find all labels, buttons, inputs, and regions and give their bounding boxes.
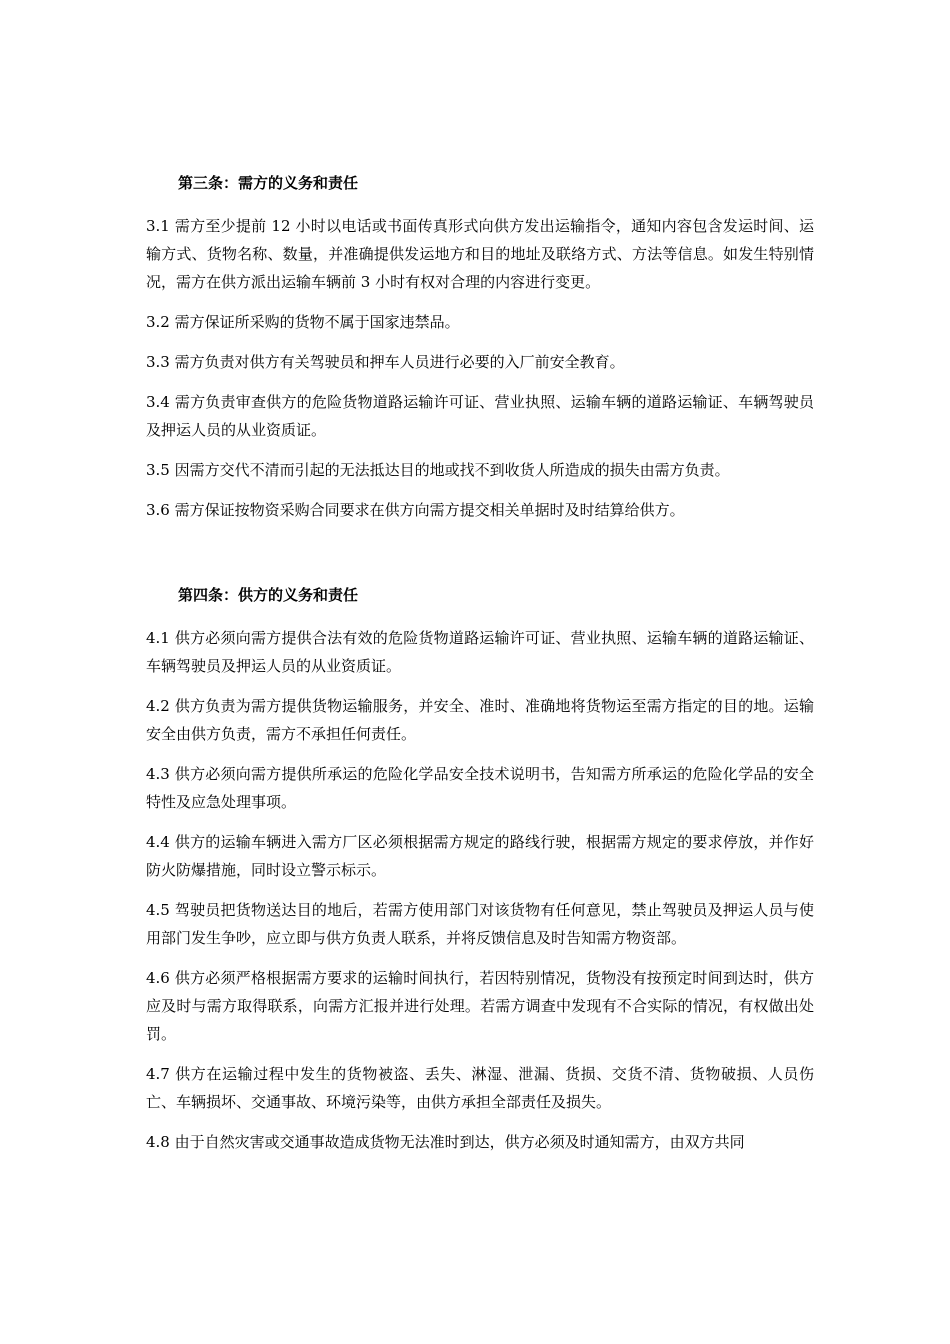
clause-4-1: 4.1 供方必须向需方提供合法有效的危险货物道路运输许可证、营业执照、运输车辆的道路运输证、车辆驾驶员及押运人员的从业资质证。: [146, 629, 814, 675]
clause-4-5: 4.5 驾驶员把货物送达目的地后，若需方使用部门对该货物有任何意见，禁止驾驶员及押运人员与使用部门发生争吵，应立即与供方负责人联系，并将反馈信息及时告知需方物资部。: [146, 901, 814, 947]
section-heading: 第三条：需方的义务和责任: [178, 174, 359, 192]
section-3: [146, 168, 814, 524]
section-4: [146, 580, 814, 1156]
section-heading: 第四条：供方的义务和责任: [178, 586, 359, 604]
clause-4-7: 4.7 供方在运输过程中发生的货物被盗、丢失、淋湿、泄漏、货损、交货不清、货物破损、人员伤亡、车辆损坏、交通事故、环境污染等，由供方承担全部责任及损失。: [146, 1065, 814, 1111]
section-spacer: [146, 536, 814, 580]
clause-4-8: 4.8 由于自然灾害或交通事故造成货物无法准时到达，供方必须及时通知需方，由双方共同: [146, 1133, 745, 1151]
clause-3-2: 3.2 需方保证所采购的货物不属于国家违禁品。: [146, 313, 460, 331]
clause-4-4: 4.4 供方的运输车辆进入需方厂区必须根据需方规定的路线行驶，根据需方规定的要求停放，并作好防火防爆措施，同时设立警示标示。: [146, 833, 814, 879]
clause-3-6: 3.6 需方保证按物资采购合同要求在供方向需方提交相关单据时及时结算给供方。: [146, 501, 685, 519]
document-page: [146, 168, 814, 1168]
clause-3-1: 3.1 需方至少提前 12 小时以电话或书面传真形式向供方发出运输指令，通知内容包含发运时间、运输方式、货物名称、数量，并准确提供发运地方和目的地址及联络方式、方法等信息。如发生特别情况，需方在供方派出运输车辆前 3 小时有权对合理的内容进行变更。: [146, 217, 814, 291]
clause-3-5: 3.5 因需方交代不清而引起的无法抵达目的地或找不到收货人所造成的损失由需方负责。: [146, 461, 730, 479]
clause-3-3: 3.3 需方负责对供方有关驾驶员和押车人员进行必要的入厂前安全教育。: [146, 353, 625, 371]
clause-4-3: 4.3 供方必须向需方提供所承运的危险化学品安全技术说明书，告知需方所承运的危险化学品的安全特性及应急处理事项。: [146, 765, 814, 811]
clause-4-2: 4.2 供方负责为需方提供货物运输服务，并安全、准时、准确地将货物运至需方指定的目的地。运输安全由供方负责，需方不承担任何责任。: [146, 697, 814, 743]
clause-4-6: 4.6 供方必须严格根据需方要求的运输时间执行，若因特别情况，货物没有按预定时间到达时，供方应及时与需方取得联系，向需方汇报并进行处理。若需方调查中发现有不合实际的情况，有权做出处罚。: [146, 969, 814, 1043]
clause-3-4: 3.4 需方负责审查供方的危险货物道路运输许可证、营业执照、运输车辆的道路运输证、车辆驾驶员及押运人员的从业资质证。: [146, 393, 814, 439]
